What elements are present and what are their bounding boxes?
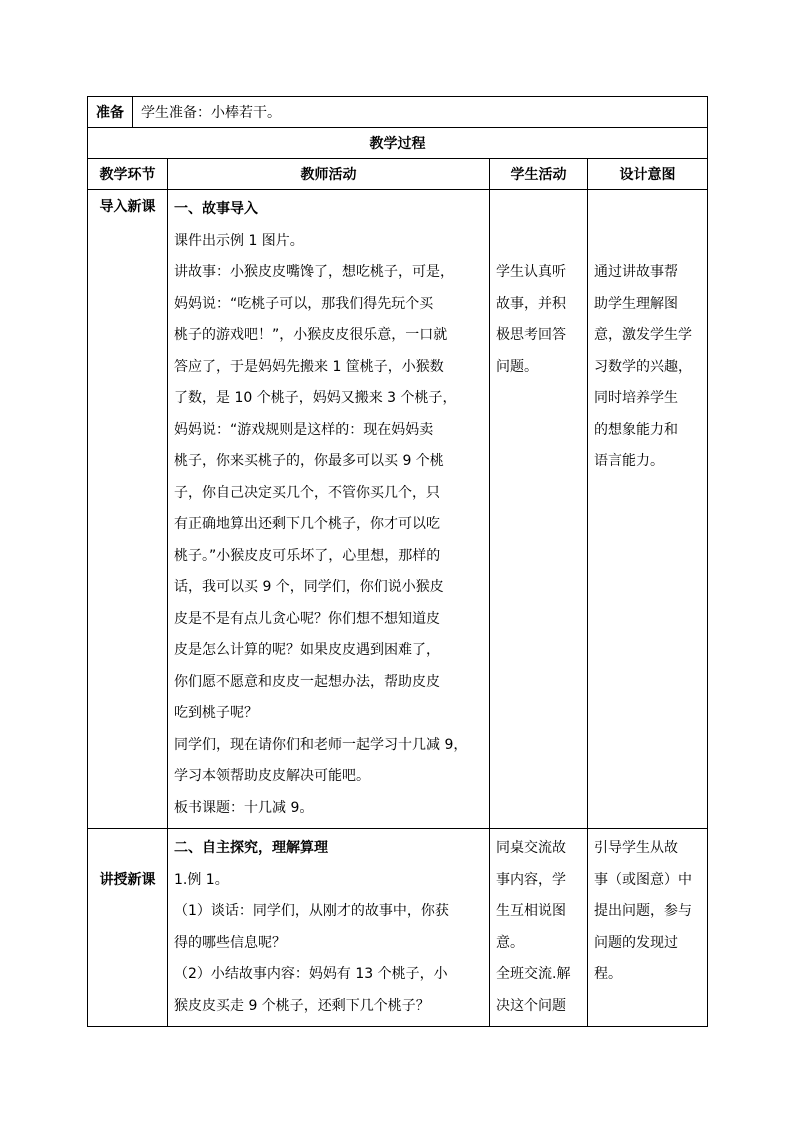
intent-line: 的想象能力和 xyxy=(594,421,678,438)
teacher-line: 猴皮皮买走 9 个桃子，还剩下几个桃子？ xyxy=(174,997,430,1014)
teacher-line: （1）谈话：同学们，从刚才的故事中，你获 xyxy=(174,903,449,919)
intent-line: 同时培养学生 xyxy=(594,390,678,406)
teacher-line: 讲故事：小猴皮皮嘴馋了，想吃桃子，可是， xyxy=(174,264,454,280)
teacher-activity-cell xyxy=(168,829,490,1027)
teacher-line: 你们愿不愿意和皮皮一起想办法，帮助皮皮 xyxy=(174,673,440,690)
student-line: 事内容，学 xyxy=(496,871,566,888)
header-teacher: 教师活动 xyxy=(168,159,490,190)
teacher-line: 1.例 1。 xyxy=(174,871,229,888)
intent-line: 助学生理解图 xyxy=(594,295,678,312)
teacher-line: 一、故事导入 xyxy=(174,201,258,217)
student-line: 生互相说图 xyxy=(496,903,566,919)
teacher-line: 桃子，你来买桃子的，你最多可以买 9 个桃 xyxy=(174,453,444,469)
prep-label: 准备 xyxy=(88,97,133,127)
teacher-line: 子，你自己决定买几个，不管你买几个，只 xyxy=(174,484,440,501)
header-intent: 设计意图 xyxy=(588,159,708,190)
teacher-line: 课件出示例 1 图片。 xyxy=(174,232,304,249)
student-line: 同桌交流故 xyxy=(496,840,566,856)
header-student: 学生活动 xyxy=(490,159,588,190)
teacher-line: 得的哪些信息呢？ xyxy=(174,934,286,951)
intent-line: 通过讲故事帮 xyxy=(594,264,678,280)
teacher-activity-cell xyxy=(168,190,490,829)
student-line: 决这个问题 xyxy=(496,997,566,1014)
section-title: 教学过程 xyxy=(88,128,708,159)
intent-line: 意，激发学生学 xyxy=(594,327,692,343)
intent-line: 程。 xyxy=(594,966,622,982)
intent-line: 引导学生从故 xyxy=(594,840,678,856)
intent-line: 语言能力。 xyxy=(594,453,664,469)
teacher-line: 板书课题：十几减 9。 xyxy=(174,799,314,816)
stage-label: 导入新课 xyxy=(88,190,168,829)
prep-row xyxy=(88,97,708,128)
student-line: 意。 xyxy=(496,934,524,951)
stage-label: 讲授新课 xyxy=(88,829,168,1027)
teacher-line: 皮是怎么计算的呢？如果皮皮遇到困难了， xyxy=(174,642,440,658)
intent-line: 习数学的兴趣， xyxy=(594,358,692,375)
teacher-line: 妈妈说：“吃桃子可以，那我们得先玩个买 xyxy=(174,295,434,312)
teacher-line: 有正确地算出还剩下几个桃子，你才可以吃 xyxy=(174,516,440,532)
student-line: 故事，并积 xyxy=(496,295,566,312)
header-stage: 教学环节 xyxy=(88,159,168,190)
teacher-line: 学习本领帮助皮皮解决可能吧。 xyxy=(174,768,370,784)
teacher-line: 皮是不是有点儿贪心呢？你们想不想知道皮 xyxy=(174,610,440,627)
student-activity-cell xyxy=(490,829,588,1027)
teacher-line: 桃子的游戏吧！”，小猴皮皮很乐意，一口就 xyxy=(174,327,448,343)
teacher-line: 妈妈说：“游戏规则是这样的：现在妈妈卖 xyxy=(174,421,434,438)
teacher-line: 话，我可以买 9 个，同学们，你们说小猴皮 xyxy=(174,579,444,595)
design-intent-cell xyxy=(588,829,708,1027)
teacher-line: 答应了，于是妈妈先搬来 1 筐桃子，小猴数 xyxy=(174,358,444,375)
teacher-line: 同学们，现在请你们和老师一起学习十几减 9， xyxy=(174,736,468,753)
design-intent-cell xyxy=(588,190,708,829)
teacher-line: 吃到桃子呢？ xyxy=(174,705,258,721)
prep-text: 学生准备：小棒若干。 xyxy=(141,105,281,121)
student-line: 全班交流.解 xyxy=(496,966,571,982)
student-line: 极思考回答 xyxy=(496,327,566,343)
student-activity-cell xyxy=(490,190,588,829)
teacher-line: 了数，是 10 个桃子，妈妈又搬来 3 个桃子， xyxy=(174,390,457,406)
section-title-row xyxy=(88,128,708,159)
table-row xyxy=(88,829,708,1027)
table-row xyxy=(88,190,708,829)
intent-line: 提出问题，参与 xyxy=(594,903,692,919)
teacher-line: 二、自主探究，理解算理 xyxy=(174,840,328,856)
teacher-line: （2）小结故事内容：妈妈有 13 个桃子，小 xyxy=(174,966,448,982)
student-line: 学生认真听 xyxy=(496,264,566,280)
intent-line: 问题的发现过 xyxy=(594,934,678,951)
lesson-plan-table xyxy=(87,96,708,1027)
student-line: 问题。 xyxy=(496,358,538,375)
header-row xyxy=(88,159,708,190)
teacher-line: 桃子。”小猴皮皮可乐坏了，心里想，那样的 xyxy=(174,547,441,564)
intent-line: 事（或图意）中 xyxy=(594,871,692,888)
